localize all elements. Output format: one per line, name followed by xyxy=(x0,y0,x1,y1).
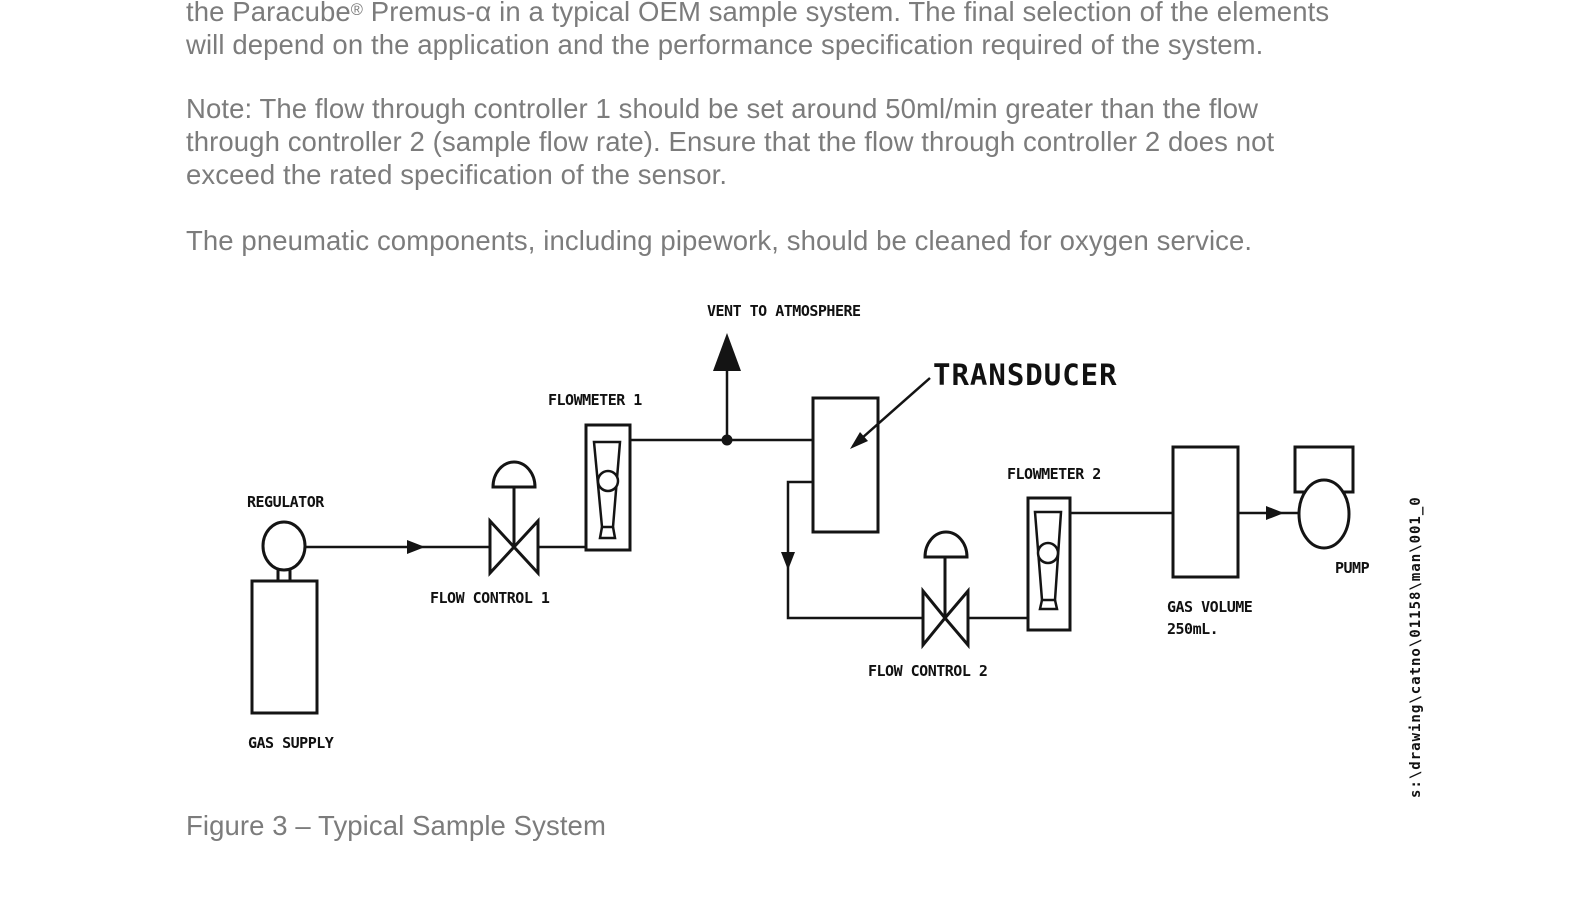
flowmeter2-tube-foot xyxy=(1040,600,1057,609)
fc1-valve-right-triangle xyxy=(514,521,538,573)
flowmeter2-float xyxy=(1038,543,1058,563)
pipe-transducer-to-fc2 xyxy=(788,482,923,618)
note-line-2: through controller 2 (sample flow rate). Ensure that the flow through controller 2 does not xyxy=(186,126,1275,157)
gas-volume-body xyxy=(1173,447,1238,577)
flow-control2-label: FLOW CONTROL 2 xyxy=(868,662,988,680)
flowmeter1-tube-foot xyxy=(600,527,615,538)
transducer-body xyxy=(813,398,878,532)
pneumatic-paragraph: The pneumatic components, including pipework, should be cleaned for oxygen service. xyxy=(186,225,1253,256)
drawing-path-text: s:\drawing\catno\01158\man\001_0 xyxy=(1408,496,1424,798)
gas-volume-label-line1: GAS VOLUME xyxy=(1167,598,1253,616)
registered-symbol: ® xyxy=(350,1,364,19)
figure-caption: Figure 3 – Typical Sample System xyxy=(186,810,606,841)
pipe-junction-dot xyxy=(722,435,733,446)
gas-volume-label xyxy=(1167,596,1252,640)
fc2-valve-left-triangle xyxy=(923,591,945,645)
flowmeter2-label: FLOWMETER 2 xyxy=(1007,465,1101,483)
note-line-3: exceed the rated specification of the sensor. xyxy=(186,159,728,190)
gas-volume-label-line2: 250mL. xyxy=(1167,620,1219,638)
intro-line1-pre: the Paracube xyxy=(186,0,351,27)
gas-supply-cylinder xyxy=(252,581,317,713)
fc2-valve-actuator-dome xyxy=(925,532,967,557)
transducer-leader-line xyxy=(853,378,930,446)
flowmeter1-float xyxy=(598,471,618,491)
flow-arrow-down xyxy=(781,552,795,570)
flow-control1-label: FLOW CONTROL 1 xyxy=(430,589,550,607)
pump-label: PUMP xyxy=(1335,559,1370,577)
fc2-valve-right-triangle xyxy=(945,591,968,645)
flow-arrow-right-1 xyxy=(407,540,425,554)
gas-supply-label: GAS SUPPLY xyxy=(248,734,334,752)
flowmeter1-label: FLOWMETER 1 xyxy=(548,391,642,409)
fc1-valve-actuator-dome xyxy=(493,462,535,487)
regulator-label: REGULATOR xyxy=(247,493,324,511)
vent-label: VENT TO ATMOSPHERE xyxy=(707,302,861,320)
pump-symbol xyxy=(1299,480,1349,548)
transducer-label: TRANSDUCER xyxy=(933,358,1118,392)
flow-arrow-right-2 xyxy=(1266,506,1284,520)
fc1-valve-left-triangle xyxy=(490,521,514,573)
intro-line1-post: Premus-α in a typical OEM sample system. The final selection of the elements xyxy=(363,0,1330,27)
note-line-1: Note: The flow through controller 1 should be set around 50ml/min greater than the flow xyxy=(186,93,1259,124)
vent-arrow-up xyxy=(713,333,741,371)
regulator-symbol xyxy=(263,522,305,570)
intro-line-2: will depend on the application and the performance specification required of the system. xyxy=(186,29,1264,60)
